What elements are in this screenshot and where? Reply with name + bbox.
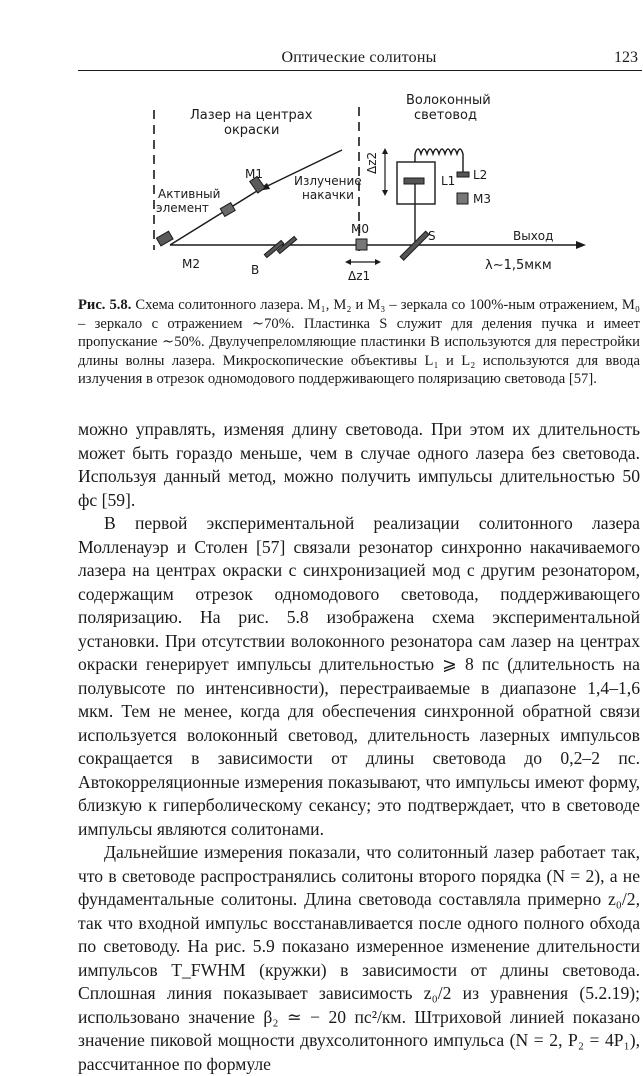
header-rule xyxy=(78,70,642,71)
label-s: S xyxy=(428,229,436,243)
figure-caption xyxy=(78,296,640,389)
label-active-line2: элемент xyxy=(156,201,209,215)
label-dz2: Δz2 xyxy=(365,151,379,174)
dz1-arrow-head-right xyxy=(375,259,381,265)
dz1-arrow-head-left xyxy=(345,259,351,265)
paragraph-3: Дальнейшие измерения показали, что солитонный лазер работает так, что в световоде распространялись солитоны второго порядка (N = 2), а не фундаментальные солитоны. Длина световода составляла примерно z₀/2, так что входной импульс восстанавливается после одного полного обхода по световоду. На рис. 5.9 показано измеренное изменение длительности импульсов T_FWHM (кружки) в зависимости от длины световода. Сплошная линия показывает зависимость z₀/2 из уравнения (5.2.19); использовано значение β₂ ≃ − 20 пс²/км. Штриховой линией показано значение пиковой мощности двухсолитонного импульса (N = 2, P₂ = 4P₁), рассчитанное по формуле xyxy=(78,842,640,1074)
mirror-m0 xyxy=(356,239,367,250)
paragraph-1: можно управлять, изменяя длину световода. При этом их длительность может быть гораздо меньше, чем в случае одного лазера без световода. Используя данный метод, можно получить импульсы длительностью 50 фс [59]. xyxy=(78,419,640,510)
label-wavelength: λ∼1,5мкм xyxy=(485,258,552,273)
active-element xyxy=(220,203,235,217)
caption-text: Схема солитонного лазера. M₁, M₂ и M₃ – зеркала со 100%-ным отражением, M₀ – зеркало с отражением ∼70%. Пластинка S служит для деления пучка и имеет пропускание ∼50%. Двулучепреломляющие пластинки B используются для перестройки длины волны лазера. Микроскопические объективы L₁ и L₂ используются для ввода излучения в отрезок одномодового поддерживающего поляризацию световода [57]. xyxy=(78,297,640,388)
mirror-m2 xyxy=(156,231,173,246)
label-laser-line1: Лазер на центрах xyxy=(190,108,313,123)
label-output: Выход xyxy=(513,229,554,243)
paragraph-2: В первой экспериментальной реализации солитонного лазера Молленауэр и Столен [57] связали резонатор синхронно накачиваемого лазера на центрах окраски с синхронизацией мод с другим резонатором, содержащим отрезок одномодового световода, поддерживающего поляризацию. На рис. 5.8 изображена схема экспериментальной установки. При отсутствии волоконного резонатора сам лазер на центрах окраски генерирует импульсы длительностью ⩾ 8 пс (длительность на полувысоте по интенсивности), перестраиваемые в диапазоне 1,4–1,6 мкм. Тем не менее, когда для обеспечения синхронной обратной связи используется волоконный световод, длительность лазерных импульсов сокращается в зависимости от длины световода до 0,2–2 пс. Автокорреляционные измерения показывают, что импульсы имеют форму, близкую к гиперболическому секансу; это подтверждает, что в световоде импульсы являются солитонами. xyxy=(78,513,640,839)
lens-l1 xyxy=(404,178,424,184)
label-m1: M1 xyxy=(245,167,263,181)
label-l2: L2 xyxy=(473,168,488,182)
label-laser-line2: окраски xyxy=(224,123,280,138)
label-m0: M0 xyxy=(351,222,369,236)
fiber-coil xyxy=(415,149,463,172)
header-title: Оптические солитоны xyxy=(281,49,437,66)
body-text xyxy=(78,418,640,1076)
label-m2: M2 xyxy=(182,257,200,271)
page-number: 123 xyxy=(614,49,638,66)
laser-schematic xyxy=(130,82,630,292)
label-fiber-line1: Волоконный xyxy=(406,93,491,108)
dz2-arrow-head-bottom xyxy=(382,190,388,196)
output-arrow xyxy=(576,241,586,249)
mirror-m3 xyxy=(457,193,468,204)
figure-5-8-laser-diagram xyxy=(130,82,630,292)
dz2-arrow-head-top xyxy=(382,148,388,154)
label-pump-line1: Излучение xyxy=(294,174,362,188)
label-b: B xyxy=(251,263,260,277)
label-m3: M3 xyxy=(473,192,491,206)
label-pump-line2: накачки xyxy=(302,188,354,202)
running-header xyxy=(78,49,640,71)
caption-label: Рис. 5.8. xyxy=(78,297,132,313)
label-active-line1: Активный xyxy=(158,187,221,201)
label-dz1: Δz1 xyxy=(348,269,371,283)
lens-l2 xyxy=(457,172,469,177)
label-fiber-line2: световод xyxy=(414,108,477,123)
label-l1: L1 xyxy=(441,174,456,188)
